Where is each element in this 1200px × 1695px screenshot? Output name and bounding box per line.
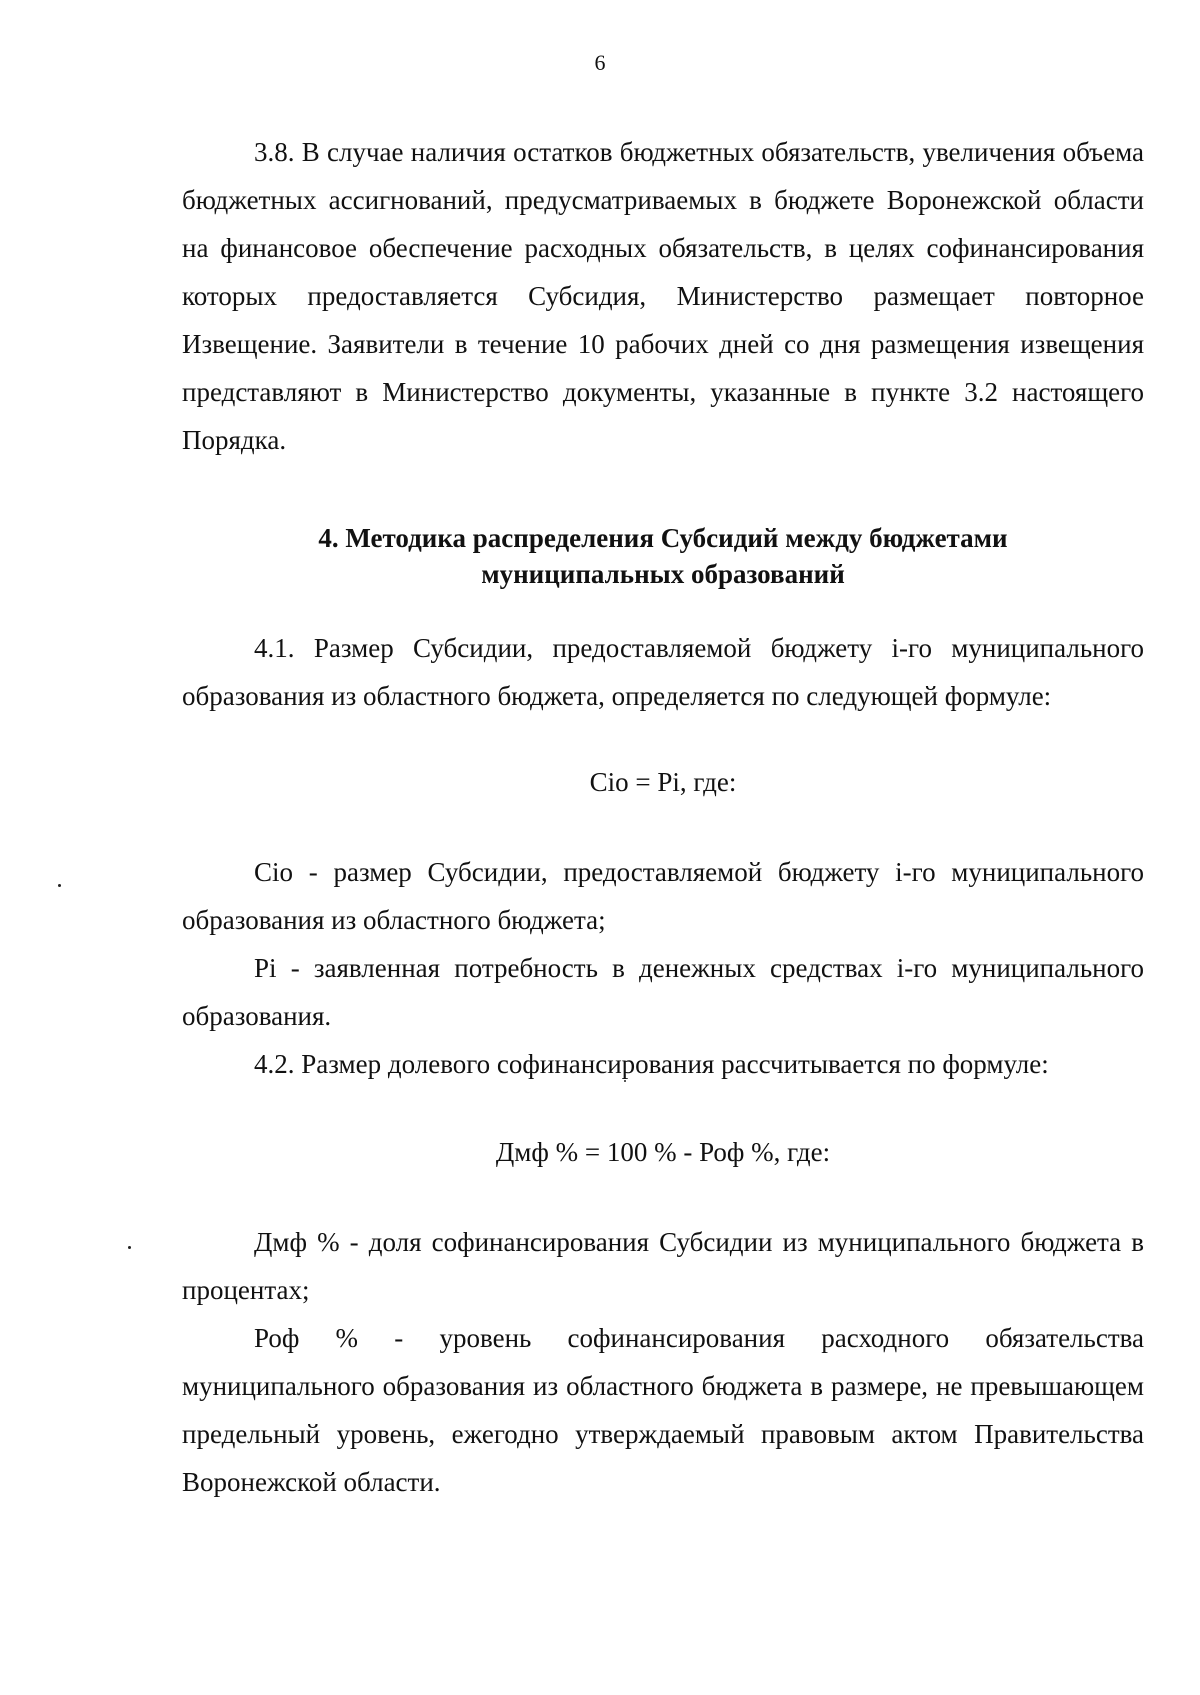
definition-rof: Роф % - уровень софинансирования расходного обязательства муниципального образования из областного бюджета в размере, не превышающем предельный уровень, ежегодно утверждаемый правовым актом Правительства Воронежской области. <box>182 1323 1144 1497</box>
page-number: 6 <box>594 50 606 75</box>
section-heading-line-1: 4. Методика распределения Субсидий между бюджетами <box>318 523 1008 553</box>
definition-pi: Pi - заявленная потребность в денежных средствах i-го муниципального образования. <box>182 953 1144 1031</box>
formula-cio: Cio = Pi, где: <box>589 767 737 797</box>
scan-speck <box>128 1246 131 1249</box>
paragraph-3-8: 3.8. В случае наличия остатков бюджетных обязательств, увеличения объема бюджетных ассигнований, предусматриваемых в бюджете Воронежской области на финансовое обеспечение расходных обязательств, в целях софинансирования которых предоставляется Субсидия, Министерство размещает повторное Извещение. Заявители в течение 10 рабочих дней со дня размещения извещения представляют в Министерство документы, указанные в пункте 3.2 настоящего Порядка. <box>182 137 1144 455</box>
document-body <box>182 128 1144 1506</box>
paragraph-4-1: 4.1. Размер Субсидии, предоставляемой бюджету i-го муниципального образования из областного бюджета, определяется по следующей формуле: <box>182 633 1144 711</box>
section-heading-line-2: муниципальных образований <box>481 559 845 589</box>
paragraph-4-2: 4.2. Размер долевого софинансирования рассчитывается по формуле: <box>254 1049 1049 1079</box>
definition-cio: Cio - размер Субсидии, предоставляемой бюджету i-го муниципального образования из областного бюджета; <box>182 857 1144 935</box>
scan-speck <box>58 884 61 887</box>
section-heading-4 <box>182 520 1144 592</box>
definition-dmf: Дмф % - доля софинансирования Субсидии из муниципального бюджета в процентах; <box>182 1227 1144 1305</box>
formula-dmf: Дмф % = 100 % - Роф %, где: <box>495 1137 831 1167</box>
scan-speck <box>624 1080 626 1082</box>
